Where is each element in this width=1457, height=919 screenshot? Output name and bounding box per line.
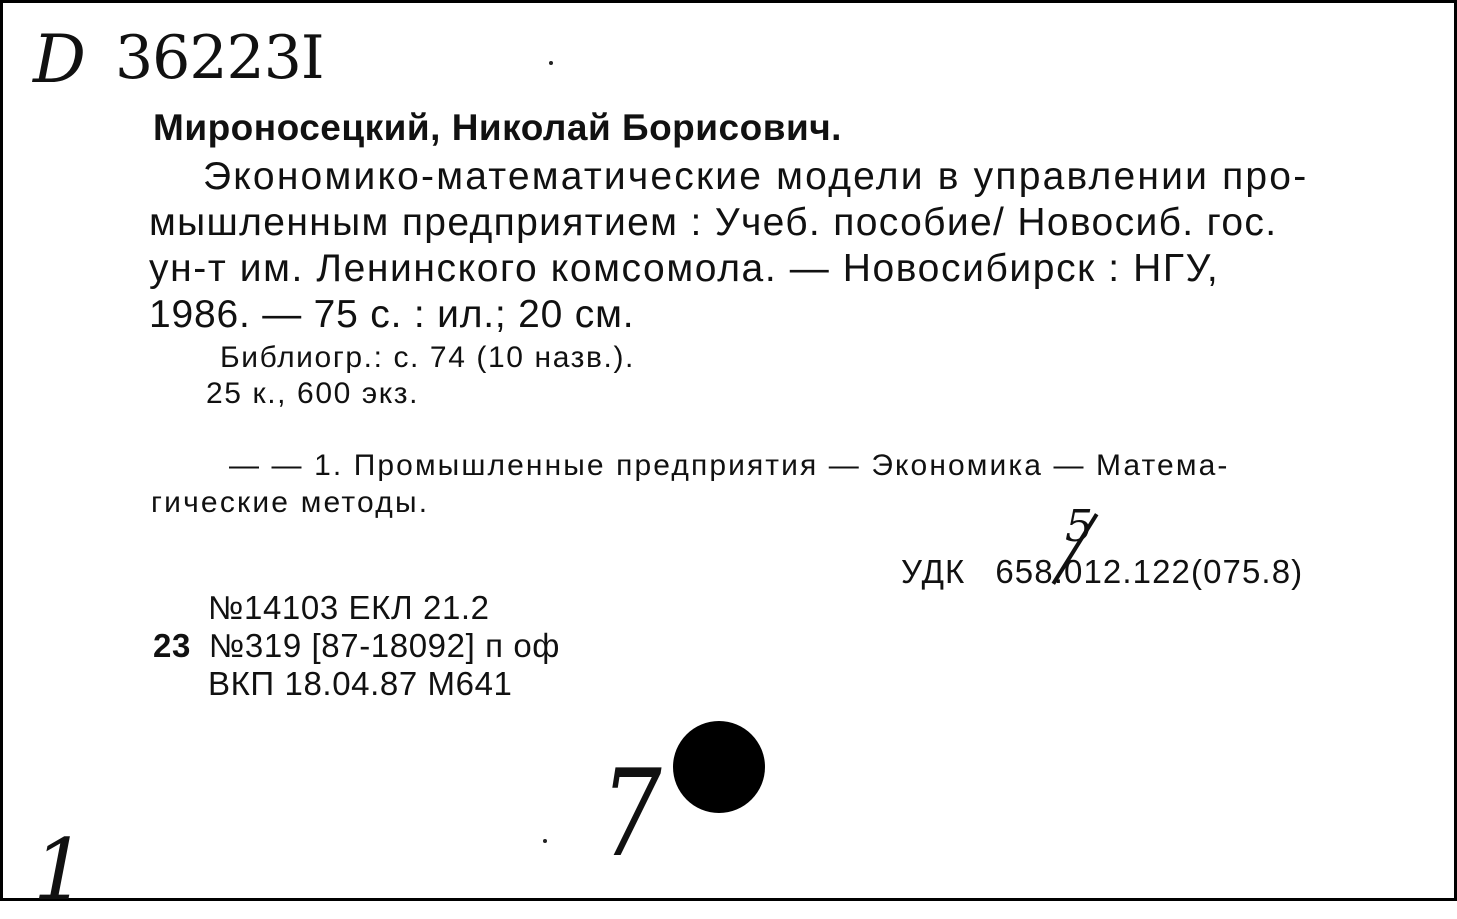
control-prefix: 23 [153, 627, 191, 664]
catalog-letter: D [33, 21, 86, 98]
handwritten-mark-seven: 7 [600, 745, 662, 884]
title-line: ун-т им. Ленинского комсомола. — Новосибирск : НГУ, [149, 247, 1220, 290]
control-line: №319 [87-18092] п оф [208, 627, 561, 664]
ink-speck [549, 61, 553, 65]
udk-classification [901, 553, 1303, 591]
udk-handwritten-mark: 5 [1065, 501, 1093, 552]
ink-speck [543, 839, 547, 843]
punched-hole [673, 721, 765, 813]
catalog-number: 36223I [115, 23, 324, 93]
control-line: №14103 ЕКЛ 21.2 [208, 589, 490, 626]
title-line: Экономико-математические модели в управлении про- [203, 155, 1309, 198]
udk-value: 658.012.122(075.8) [995, 553, 1304, 590]
subject-heading-line: гические методы. [151, 486, 430, 519]
author-name: Мироносецкий, Николай Борисович. [153, 107, 842, 148]
subject-heading-line: — — 1. Промышленные предприятия — Экономика — Матема- [229, 449, 1230, 482]
title-line: мышленным предприятием : Учеб. пособие/ Новосиб. гос. [149, 201, 1278, 244]
title-line: 1986. — 75 с. : ил.; 20 см. [149, 293, 635, 336]
bibliography-note: Библиогр.: с. 74 (10 назв.). [220, 341, 635, 374]
price-copies: 25 к., 600 экз. [206, 377, 420, 410]
handwritten-mark-one: 1 [33, 821, 87, 919]
control-line-with-prefix [153, 627, 560, 665]
udk-label: УДК [901, 553, 966, 590]
control-line: ВКП 18.04.87 М641 [208, 665, 513, 702]
